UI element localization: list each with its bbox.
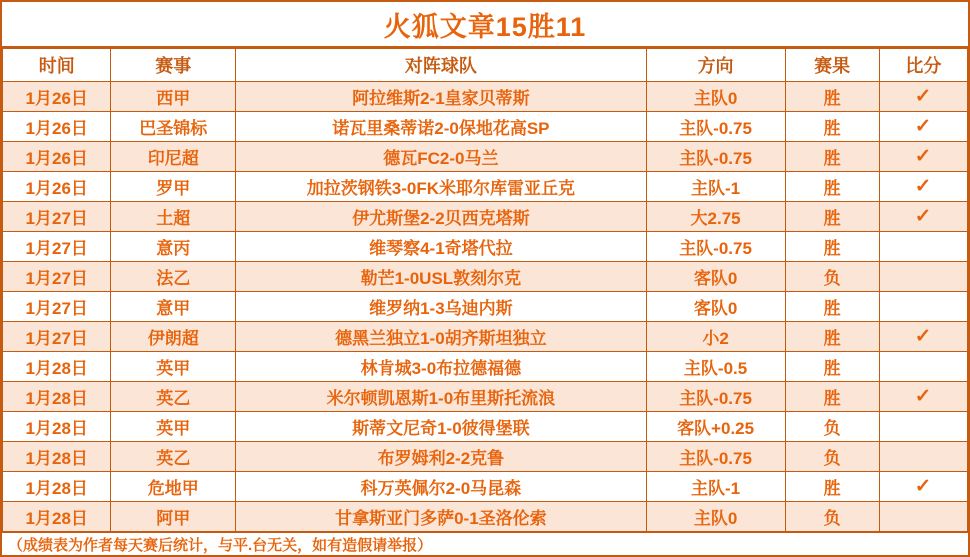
cell-time: 1月26日	[3, 172, 111, 202]
column-header-league: 赛事	[111, 49, 236, 82]
cell-direction: 大2.75	[646, 202, 785, 232]
cell-score	[879, 472, 967, 502]
cell-time: 1月26日	[3, 142, 111, 172]
cell-score	[879, 82, 967, 112]
page-title: 火狐文章15胜11	[2, 2, 968, 48]
table-row	[3, 232, 968, 262]
cell-direction: 主队0	[646, 502, 785, 532]
cell-match: 维罗纳1-3乌迪内斯	[236, 292, 647, 322]
cell-result: 胜	[785, 232, 879, 262]
cell-result: 胜	[785, 322, 879, 352]
cell-time: 1月26日	[3, 82, 111, 112]
cell-time: 1月27日	[3, 202, 111, 232]
check-icon: ✓	[915, 175, 932, 197]
cell-direction: 客队0	[646, 292, 785, 322]
check-icon: ✓	[915, 475, 932, 497]
column-header-match: 对阵球队	[236, 49, 647, 82]
table-row	[3, 202, 968, 232]
cell-league: 巴圣锦标	[111, 112, 236, 142]
cell-match: 林肯城3-0布拉德福德	[236, 352, 647, 382]
cell-result: 胜	[785, 382, 879, 412]
cell-league: 英甲	[111, 412, 236, 442]
table-row	[3, 172, 968, 202]
cell-match: 加拉茨钢铁3-0FK米耶尔库雷亚丘克	[236, 172, 647, 202]
cell-league: 印尼超	[111, 142, 236, 172]
column-header-time: 时间	[3, 49, 111, 82]
cell-match: 伊尤斯堡2-2贝西克塔斯	[236, 202, 647, 232]
check-icon: ✓	[915, 205, 932, 227]
table-row	[3, 352, 968, 382]
cell-match: 布罗姆利2-2克鲁	[236, 442, 647, 472]
table-row	[3, 142, 968, 172]
column-header-direction: 方向	[646, 49, 785, 82]
table-row	[3, 442, 968, 472]
cell-score	[879, 112, 967, 142]
cell-direction: 主队-0.75	[646, 442, 785, 472]
cell-direction: 主队-0.5	[646, 352, 785, 382]
cell-score	[879, 292, 967, 322]
cell-score	[879, 172, 967, 202]
cell-score	[879, 202, 967, 232]
cell-score	[879, 262, 967, 292]
cell-time: 1月27日	[3, 262, 111, 292]
cell-league: 意丙	[111, 232, 236, 262]
check-icon: ✓	[915, 145, 932, 167]
cell-time: 1月27日	[3, 322, 111, 352]
cell-match: 诺瓦里桑蒂诺2-0保地花高SP	[236, 112, 647, 142]
cell-result: 负	[785, 412, 879, 442]
table-row	[3, 292, 968, 322]
cell-match: 斯蒂文尼奇1-0彼得堡联	[236, 412, 647, 442]
cell-league: 英乙	[111, 442, 236, 472]
cell-time: 1月27日	[3, 232, 111, 262]
table-row	[3, 412, 968, 442]
cell-time: 1月26日	[3, 112, 111, 142]
table-row	[3, 472, 968, 502]
cell-league: 法乙	[111, 262, 236, 292]
cell-result: 负	[785, 442, 879, 472]
cell-league: 土超	[111, 202, 236, 232]
cell-time: 1月28日	[3, 472, 111, 502]
cell-time: 1月28日	[3, 442, 111, 472]
cell-league: 英乙	[111, 382, 236, 412]
cell-league: 英甲	[111, 352, 236, 382]
cell-result: 胜	[785, 352, 879, 382]
header-row	[3, 49, 968, 82]
cell-time: 1月28日	[3, 412, 111, 442]
cell-score	[879, 442, 967, 472]
cell-match: 勒芒1-0USL敦刻尔克	[236, 262, 647, 292]
cell-score	[879, 352, 967, 382]
cell-score	[879, 412, 967, 442]
cell-league: 意甲	[111, 292, 236, 322]
cell-result: 胜	[785, 172, 879, 202]
cell-direction: 主队-0.75	[646, 232, 785, 262]
check-icon: ✓	[915, 115, 932, 137]
column-header-result: 赛果	[785, 49, 879, 82]
cell-league: 西甲	[111, 82, 236, 112]
cell-match: 米尔顿凯恩斯1-0布里斯托流浪	[236, 382, 647, 412]
cell-time: 1月28日	[3, 382, 111, 412]
cell-time: 1月28日	[3, 502, 111, 532]
cell-league: 危地甲	[111, 472, 236, 502]
cell-score	[879, 382, 967, 412]
cell-result: 胜	[785, 202, 879, 232]
footer-note: （成绩表为作者每天赛后统计，与平.台无关，如有造假请举报）	[2, 532, 968, 555]
cell-match: 阿拉维斯2-1皇家贝蒂斯	[236, 82, 647, 112]
cell-direction: 客队0	[646, 262, 785, 292]
cell-match: 德瓦FC2-0马兰	[236, 142, 647, 172]
table-header	[3, 49, 968, 82]
cell-match: 维琴察4-1奇塔代拉	[236, 232, 647, 262]
cell-match: 甘拿斯亚门多萨0-1圣洛伦索	[236, 502, 647, 532]
cell-direction: 小2	[646, 322, 785, 352]
table-body	[3, 82, 968, 532]
cell-direction: 主队-1	[646, 472, 785, 502]
cell-direction: 主队-0.75	[646, 382, 785, 412]
cell-result: 胜	[785, 112, 879, 142]
cell-score	[879, 142, 967, 172]
check-icon: ✓	[915, 85, 932, 107]
check-icon: ✓	[915, 385, 932, 407]
cell-match: 德黑兰独立1-0胡齐斯坦独立	[236, 322, 647, 352]
cell-direction: 主队-0.75	[646, 112, 785, 142]
table-row	[3, 502, 968, 532]
results-table	[2, 48, 968, 532]
column-header-score: 比分	[879, 49, 967, 82]
cell-league: 阿甲	[111, 502, 236, 532]
cell-score	[879, 502, 967, 532]
cell-time: 1月27日	[3, 292, 111, 322]
cell-time: 1月28日	[3, 352, 111, 382]
cell-result: 负	[785, 262, 879, 292]
table-row	[3, 82, 968, 112]
cell-result: 胜	[785, 472, 879, 502]
cell-match: 科万英佩尔2-0马昆森	[236, 472, 647, 502]
table-row	[3, 112, 968, 142]
cell-direction: 主队0	[646, 82, 785, 112]
results-table-wrapper	[2, 48, 968, 532]
cell-direction: 客队+0.25	[646, 412, 785, 442]
cell-result: 负	[785, 502, 879, 532]
cell-direction: 主队-0.75	[646, 142, 785, 172]
table-row	[3, 262, 968, 292]
cell-league: 罗甲	[111, 172, 236, 202]
table-row	[3, 382, 968, 412]
cell-league: 伊朗超	[111, 322, 236, 352]
cell-score	[879, 232, 967, 262]
check-icon: ✓	[915, 325, 932, 347]
cell-result: 胜	[785, 82, 879, 112]
cell-direction: 主队-1	[646, 172, 785, 202]
cell-result: 胜	[785, 142, 879, 172]
cell-score	[879, 322, 967, 352]
cell-result: 胜	[785, 292, 879, 322]
table-row	[3, 322, 968, 352]
